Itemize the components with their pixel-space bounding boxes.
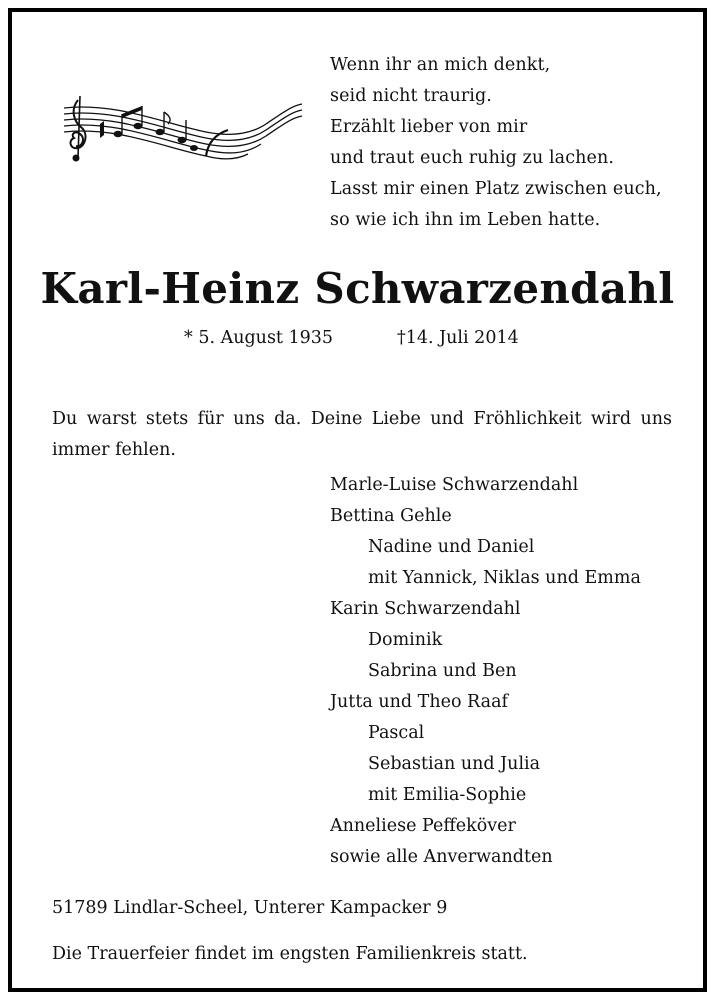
family-member: Pascal [368, 723, 425, 743]
family-member: Marle-Luise Schwarzendahl [330, 475, 579, 495]
family-member: mit Emilia-Sophie [368, 785, 527, 805]
poem-line: seid nicht traurig. [330, 86, 492, 106]
deceased-name: Karl-Heinz Schwarzendahl [40, 264, 675, 313]
poem [330, 50, 700, 236]
message-line: immer fehlen. [52, 440, 176, 460]
death-date: †14. Juli 2014 [397, 328, 519, 348]
family-member: Sabrina und Ben [368, 661, 517, 681]
family-member: Bettina Gehle [330, 506, 452, 526]
poem-line: Erzählt lieber von mir [330, 117, 528, 137]
family-member: Karin Schwarzendahl [330, 599, 521, 619]
poem-line: so wie ich ihn im Leben hatte. [330, 210, 601, 230]
obituary-card [8, 8, 707, 992]
music-notes-icon [56, 94, 306, 172]
birth-date: * 5. August 1935 [184, 328, 334, 348]
family-member: Nadine und Daniel [368, 537, 535, 557]
family-member: Dominik [368, 630, 443, 650]
family-list [330, 470, 700, 873]
address: 51789 Lindlar-Scheel, Unterer Kampacker 9 [52, 898, 448, 918]
message [52, 404, 672, 466]
family-member: Jutta und Theo Raaf [330, 692, 508, 712]
funeral-notice: Die Trauerfeier findet im engsten Familienkreis statt. [52, 944, 528, 964]
family-member: mit Yannick, Niklas und Emma [368, 568, 641, 588]
family-member: sowie alle Anverwandten [330, 847, 553, 867]
poem-line: Lasst mir einen Platz zwischen euch, [330, 179, 662, 199]
message-line: Du warst stets für uns da. Deine Liebe und Fröhlichkeit wird uns [52, 409, 672, 429]
poem-line: Wenn ihr an mich denkt, [330, 55, 551, 75]
family-member: Sebastian und Julia [368, 754, 541, 774]
poem-line: und traut euch ruhig zu lachen. [330, 148, 614, 168]
family-member: Anneliese Peffeköver [330, 816, 516, 836]
